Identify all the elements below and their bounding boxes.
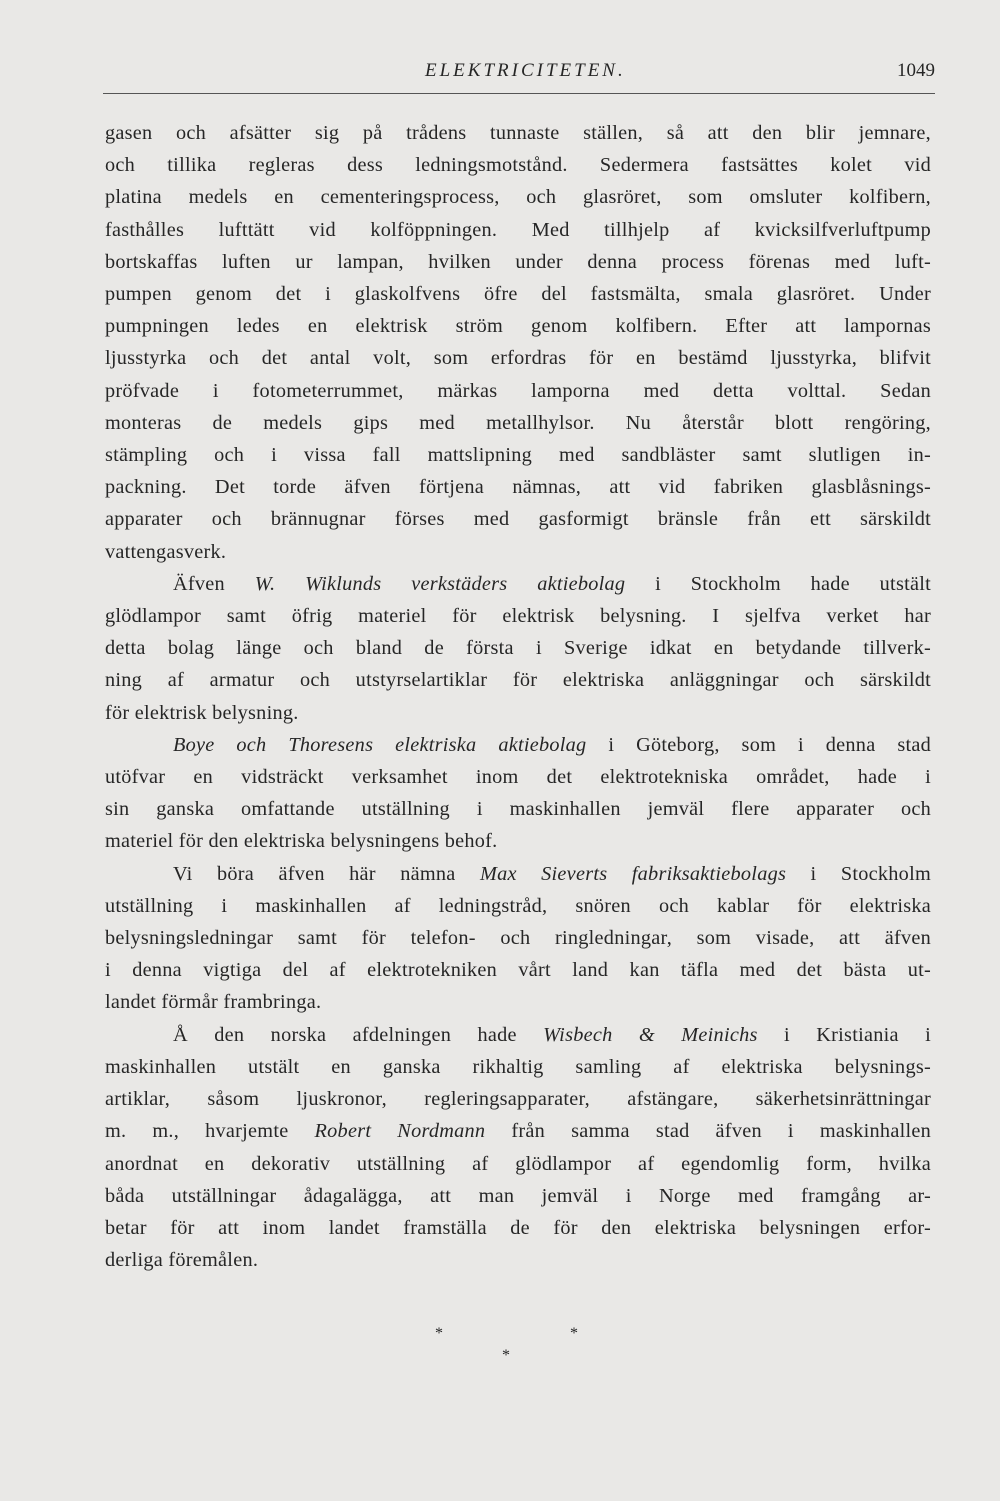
paragraph xyxy=(105,858,931,1019)
running-title: ELEKTRICITETEN. xyxy=(425,60,626,81)
paragraph xyxy=(105,117,931,568)
text-line: monteras de medels gips med metallhylsor. Nu återstår blott rengöring, xyxy=(105,411,931,434)
header-rule xyxy=(103,93,935,94)
text-line: pumpningen ledes en elektrisk ström genom kolfibern. Efter att lampornas xyxy=(105,315,931,338)
text-line: stämpling och i vissa fall mattslipning med sandbläster samt slutligen in- xyxy=(105,444,931,467)
text-line: m. m., hvarjemte Robert Nordmann från samma stad äfven i maskinhallen xyxy=(105,1120,931,1143)
text-line: landet förmår frambringa. xyxy=(105,991,322,1014)
text-line: artiklar, såsom ljuskronor, regleringsapparater, afstängare, säkerhetsinrättningar xyxy=(105,1088,931,1111)
paragraph xyxy=(105,568,931,729)
text-line: Vi böra äfven här nämna Max Sieverts fabriksaktiebolags i Stockholm xyxy=(173,862,931,885)
text-line: betar för att inom landet framställa de för den elektriska belysningen erfor- xyxy=(105,1216,931,1239)
page-header xyxy=(105,60,935,90)
paragraph xyxy=(105,729,931,858)
section-separator xyxy=(415,1325,595,1375)
text-line: Å den norska afdelningen hade Wisbech & Meinichs i Kristiania i xyxy=(173,1023,931,1046)
text-line: utöfvar en vidsträckt verksamhet inom det elektrotekniska området, hade i xyxy=(105,766,931,789)
text-line: bortskaffas luften ur lampan, hvilken under denna process förenas med luft- xyxy=(105,250,931,273)
text-line: gasen och afsätter sig på trådens tunnaste ställen, så att den blir jemnare, xyxy=(105,122,931,144)
text-line: materiel för den elektriska belysningens behof. xyxy=(105,830,498,853)
separator-asterisk: * xyxy=(570,1325,578,1342)
text-line: packning. Det torde äfven förtjena nämnas, att vid fabriken glasblåsnings- xyxy=(105,476,931,499)
page-number: 1049 xyxy=(897,60,935,81)
text-line: maskinhallen utstält en ganska rikhaltig samling af elektriska belysnings- xyxy=(105,1055,931,1078)
text-line: apparater och brännugnar förses med gasformigt bränsle från ett särskildt xyxy=(105,508,931,531)
text-line: anordnat en dekorativ utställning af glödlampor af egendomlig form, hvilka xyxy=(105,1152,931,1175)
paragraph xyxy=(105,1019,931,1277)
text-line: fasthålles lufttätt vid kolföppningen. Med tillhjelp af kvicksilfverluftpump xyxy=(105,218,931,241)
text-line: båda utställningar ådagalägga, att man jemväl i Norge med framgång ar- xyxy=(105,1184,931,1207)
text-line: sin ganska omfattande utställning i maskinhallen jemväl flere apparater och xyxy=(105,798,931,821)
separator-asterisk: * xyxy=(435,1325,443,1342)
text-line: detta bolag länge och bland de första i Sverige idkat en betydande tillverk- xyxy=(105,637,931,660)
text-line: belysningsledningar samt för telefon- och ringledningar, som visade, att äfven xyxy=(105,927,931,950)
text-line: Äfven W. Wiklunds verkstäders aktiebolag i Stockholm hade utstält xyxy=(173,572,931,595)
text-line: platina medels en cementeringsprocess, och glasröret, som omsluter kolfibern, xyxy=(105,186,931,209)
body-text xyxy=(105,117,931,1276)
text-line: för elektrisk belysning. xyxy=(105,701,299,724)
text-line: pumpen genom det i glaskolfvens öfre del fastsmälta, smala glasröret. Under xyxy=(105,283,931,306)
separator-asterisk: * xyxy=(502,1347,510,1364)
text-line: ljusstyrka och det antal volt, som erfordras för en bestämd ljusstyrka, blifvit xyxy=(105,347,931,370)
text-line: glödlampor samt öfrig materiel för elektrisk belysning. I sjelfva verket har xyxy=(105,605,931,628)
text-line: derliga föremålen. xyxy=(105,1249,259,1272)
text-line: ning af armatur och utstyrselartiklar för elektriska anläggningar och särskildt xyxy=(105,669,931,692)
text-line: pröfvade i fotometerrummet, märkas lamporna med detta volttal. Sedan xyxy=(105,379,931,402)
text-line: i denna vigtiga del af elektrotekniken vårt land kan täfla med det bästa ut- xyxy=(105,959,931,982)
text-line: och tillika regleras dess ledningsmotstånd. Sedermera fastsättes kolet vid xyxy=(105,154,931,177)
text-line: utställning i maskinhallen af ledningstråd, snören och kablar för elektriska xyxy=(105,894,931,917)
text-line: Boye och Thoresens elektriska aktiebolag i Göteborg, som i denna stad xyxy=(173,733,931,756)
text-line: vattengasverk. xyxy=(105,540,227,563)
